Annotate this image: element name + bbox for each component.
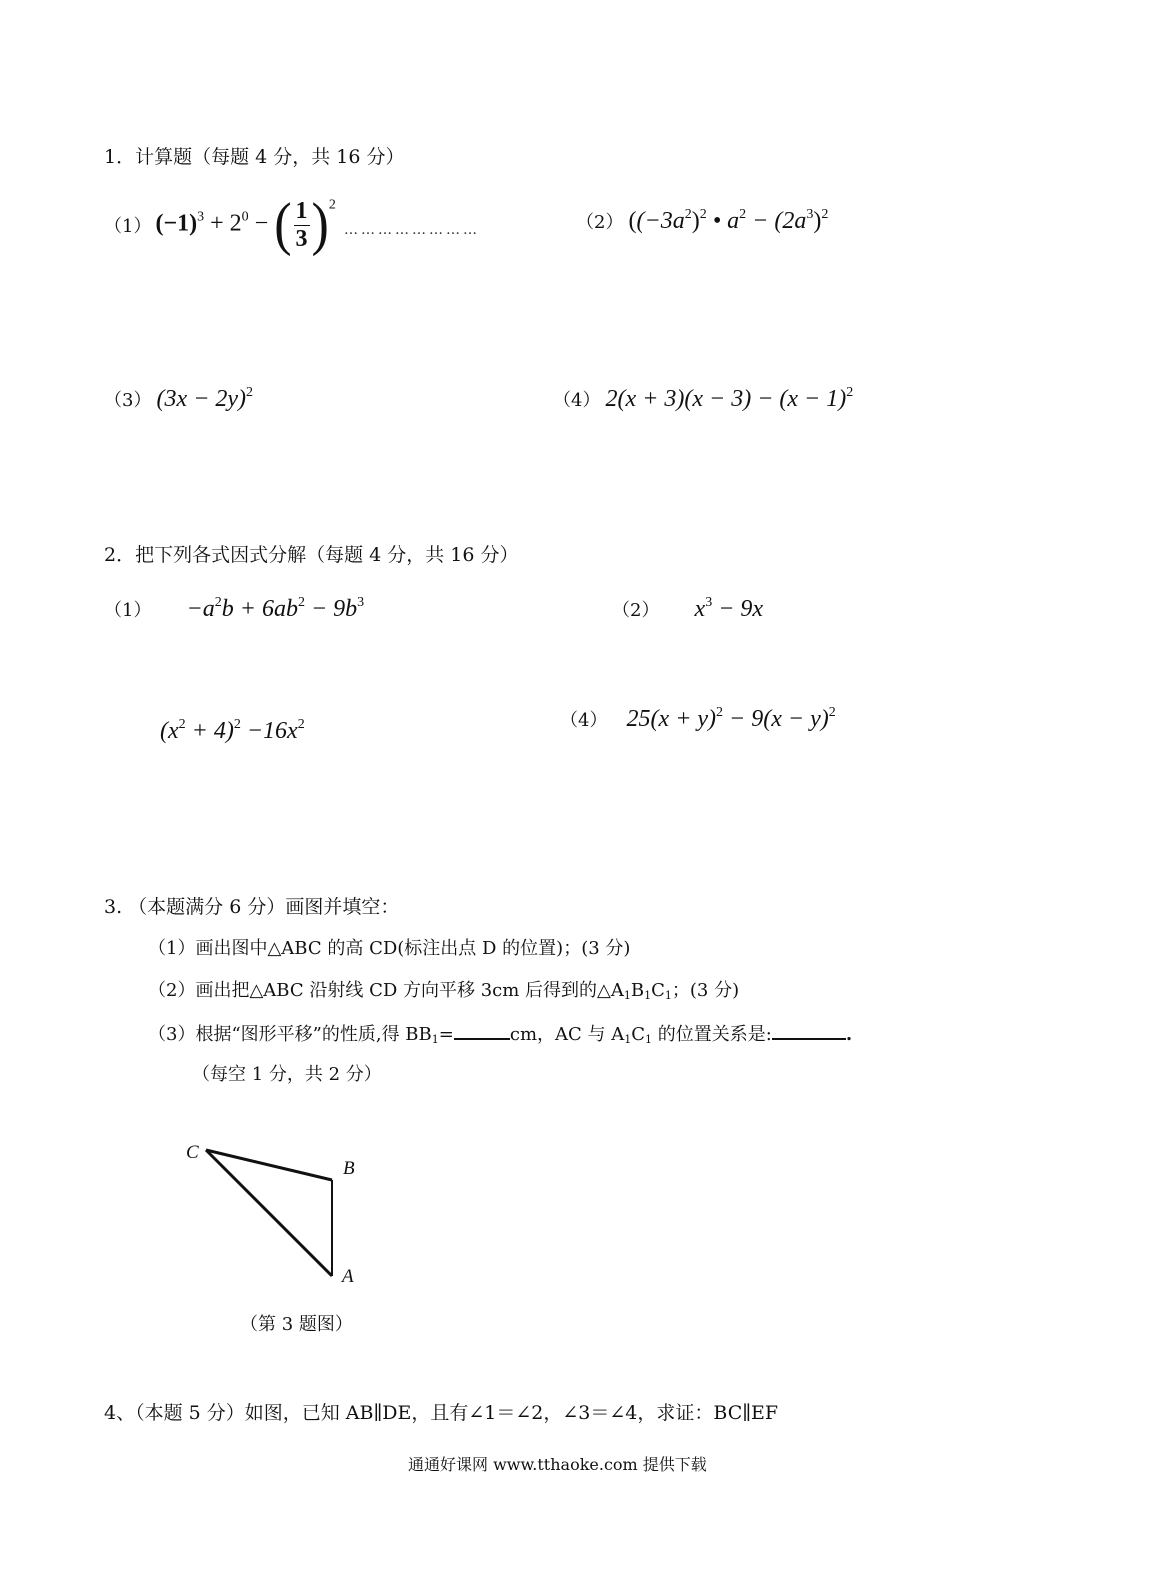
q2-item-2-number: （2） bbox=[612, 600, 660, 621]
q1-item-3-number: （3） bbox=[104, 390, 152, 411]
q2-item-1-expression: $-a^2b + 6ab^2 - 9b^3$ bbox=[186, 595, 365, 622]
q3-line-3: （3）根据“图形平移”的性质,得 $BB_1=$ cm，AC 与 $A_1C_1$ 的位置关系是: . bbox=[148, 1020, 852, 1046]
answer-blank-2[interactable] bbox=[772, 1020, 846, 1040]
q1-item-1-number: （1） bbox=[104, 216, 152, 237]
q1-item-1-dots: …………………… bbox=[344, 222, 480, 238]
footer-source: 通通好课网 www.tthaoke.com 提供下载 bbox=[408, 1455, 707, 1474]
q2-item-4-number: （4） bbox=[560, 710, 608, 731]
q2-item-2 bbox=[612, 596, 763, 623]
q1-item-3 bbox=[104, 386, 253, 413]
q2-item-1 bbox=[104, 596, 364, 623]
q1-item-1 bbox=[104, 190, 336, 260]
q2-heading: 2．把下列各式因式分解（每题 4 分，共 16 分） bbox=[104, 544, 519, 566]
q2-item-3-expression: $(x^2 + 4)^2 -16x^2$ bbox=[160, 717, 305, 744]
q1-item-4-number: （4） bbox=[553, 390, 601, 411]
q2-item-1-number: （1） bbox=[104, 600, 152, 621]
figure-caption: （第 3 题图） bbox=[240, 1314, 353, 1335]
triangle-figure bbox=[170, 1130, 390, 1300]
q4-heading: 4、（本题 5 分）如图，已知 AB∥DE，且有∠1＝∠2，∠3＝∠4，求证：BC∥EF bbox=[104, 1402, 779, 1424]
q1-item-4-expression: $2(x + 3)(x - 3) - (x - 1)^2$ bbox=[605, 385, 854, 412]
q1-item-3-expression: $(3x - 2y)^2$ bbox=[156, 385, 254, 412]
q2-item-4-expression: $25(x + y)^2 - 9(x - y)^2$ bbox=[626, 705, 836, 732]
q3-line-1: （1）画出图中△ABC 的高 CD(标注出点 D 的位置)；(3 分) bbox=[148, 938, 631, 959]
q3-line-2: （2）画出把△ABC 沿射线 CD 方向平移 3cm 后得到的$\triangle A_1B_1C_1$；(3 分) bbox=[148, 980, 740, 1002]
side-ca bbox=[206, 1150, 332, 1276]
vertex-label-a: A bbox=[342, 1266, 354, 1287]
q2-item-2-expression: $x^3 - 9x$ bbox=[694, 595, 764, 622]
q1-item-2-number: （2） bbox=[576, 212, 624, 233]
q2-item-4 bbox=[560, 706, 836, 733]
q1-item-1-expression: $(-1)^3 + 2^0$ − ( $\frac{1}{3}$ )$^2$ bbox=[155, 191, 336, 258]
q1-heading: 1．计算题（每题 4 分，共 16 分） bbox=[104, 146, 405, 168]
q1-item-2 bbox=[576, 208, 828, 235]
answer-blank-1[interactable] bbox=[454, 1020, 510, 1040]
vertex-label-c: C bbox=[186, 1142, 199, 1163]
q1-item-4 bbox=[553, 386, 853, 413]
q3-heading: 3. （本题满分 6 分）画图并填空： bbox=[104, 896, 400, 918]
vertex-label-b: B bbox=[343, 1158, 355, 1179]
q1-item-2-expression: ($(-3a^2)^2$ • $a^2 - (2a^3)^2$ bbox=[628, 207, 829, 234]
q2-item-3 bbox=[160, 718, 305, 745]
side-cb bbox=[206, 1150, 332, 1180]
q3-line-4: （每空 1 分，共 2 分） bbox=[192, 1064, 382, 1085]
